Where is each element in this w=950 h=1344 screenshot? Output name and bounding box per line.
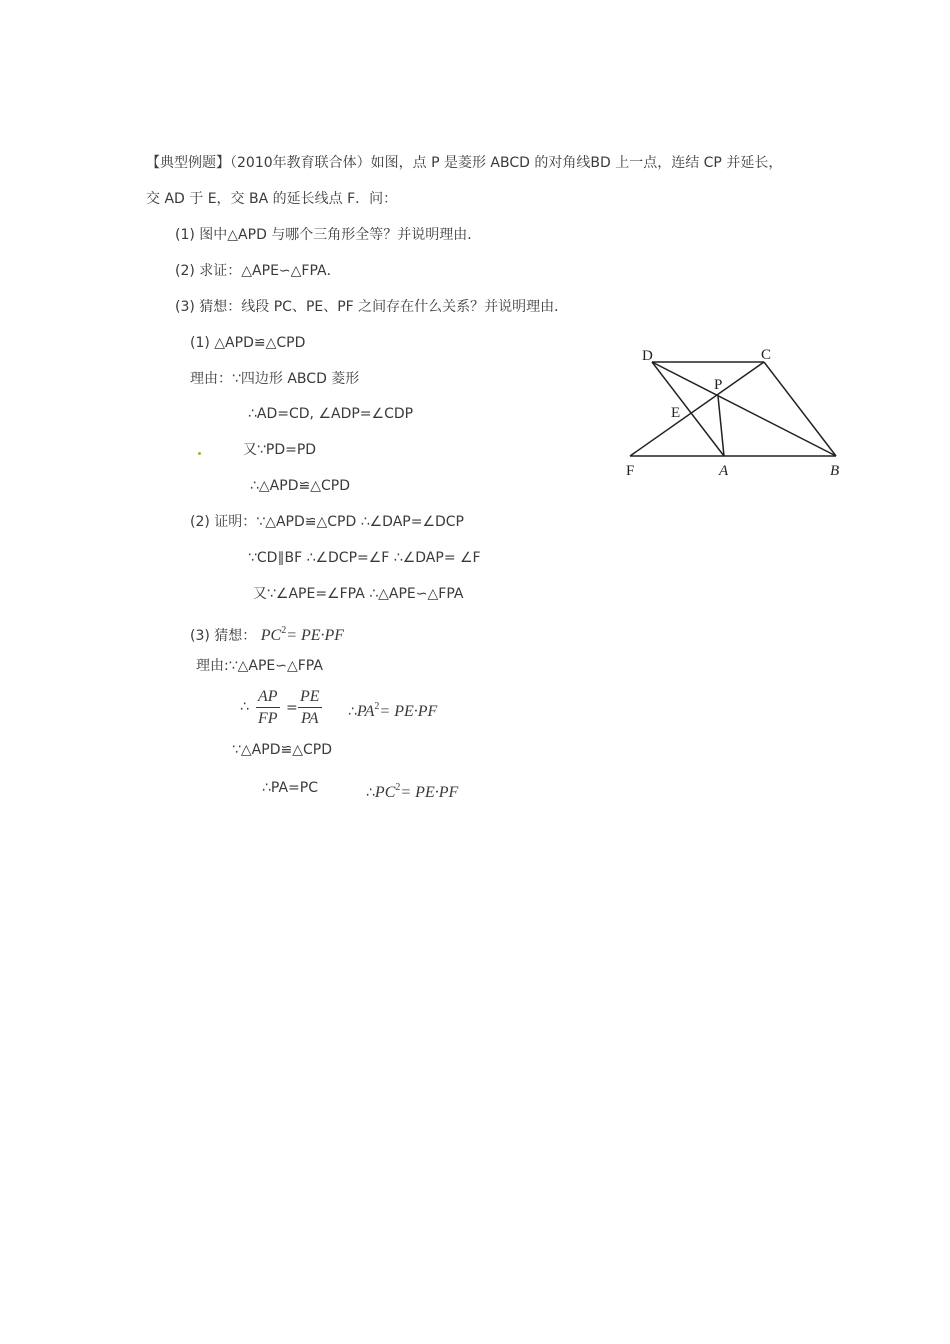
label-a: A [719,463,729,479]
solution-3-step-3b: ∴PC2= PE·PF [366,782,459,801]
segment-pa [718,396,724,456]
question-1: (1) 图中△APD 与哪个三角形全等？并说明理由． [175,227,482,243]
label-b: B [830,463,840,479]
solution-1-step-3: ∴△APD≌△CPD [250,478,350,494]
stray-mark [198,452,201,455]
solution-2-heading: (2) 证明：∵△APD≌△CPD ∴∠DAP=∠DCP [190,514,464,530]
therefore-symbol: ∴ [240,699,249,715]
solution-3-heading: (3) 猜想： PC2= PE·PF [190,622,344,645]
solution-1-step-1: ∴AD=CD, ∠ADP=∠CDP [248,406,414,422]
question-2: (2) 求证：△APE∽△FPA． [175,263,341,279]
fraction-pe-pa: $\frac{PE}{PA}$ [300,688,320,727]
label-d: D [642,348,653,364]
label-e: E [671,405,681,421]
solution-3-reason: 理由:∵△APE∽△FPA [196,658,323,674]
label-f: F [626,463,635,479]
label-c: C [761,347,772,363]
solution-3-step-2: ∵△APD≌△CPD [232,742,332,758]
conjecture-formula: PC2= PE·PF [260,625,345,644]
solution-2-step-2: 又∵∠APE=∠FPA ∴△APE∽△FPA [253,586,464,602]
solution-1-reason: 理由：∵四边形 ABCD 菱形 [190,371,360,387]
solution-3-step-3a: ∴PA=PC [262,780,318,796]
fraction-ap-fp: $\frac{AP}{FP}$ [258,688,278,727]
question-3: (3) 猜想：线段 PC、PE、PF 之间存在什么关系？并说明理由． [175,299,569,315]
problem-line-2: 交 AD 于 E，交 BA 的延长线点 F．问： [146,191,398,207]
rhombus-figure [618,336,850,484]
solution-1-step-2: 又∵PD=PD [243,442,317,458]
label-p: P [714,377,723,393]
problem-line-1: 【典型例题】（2010年教育联合体）如图，点 P 是菱形 ABCD 的对角线BD 上一点，连结 CP 并延长， [146,155,783,171]
pa-squared-conclusion: ∴PA2= PE·PF [348,701,438,720]
solution-1-heading: (1) △APD≌△CPD [190,335,306,351]
equals-sign: = [286,700,298,716]
segment-cb [764,362,836,456]
solution-2-step-1: ∵CD∥BF ∴∠DCP=∠F ∴∠DAP= ∠F [248,550,481,566]
